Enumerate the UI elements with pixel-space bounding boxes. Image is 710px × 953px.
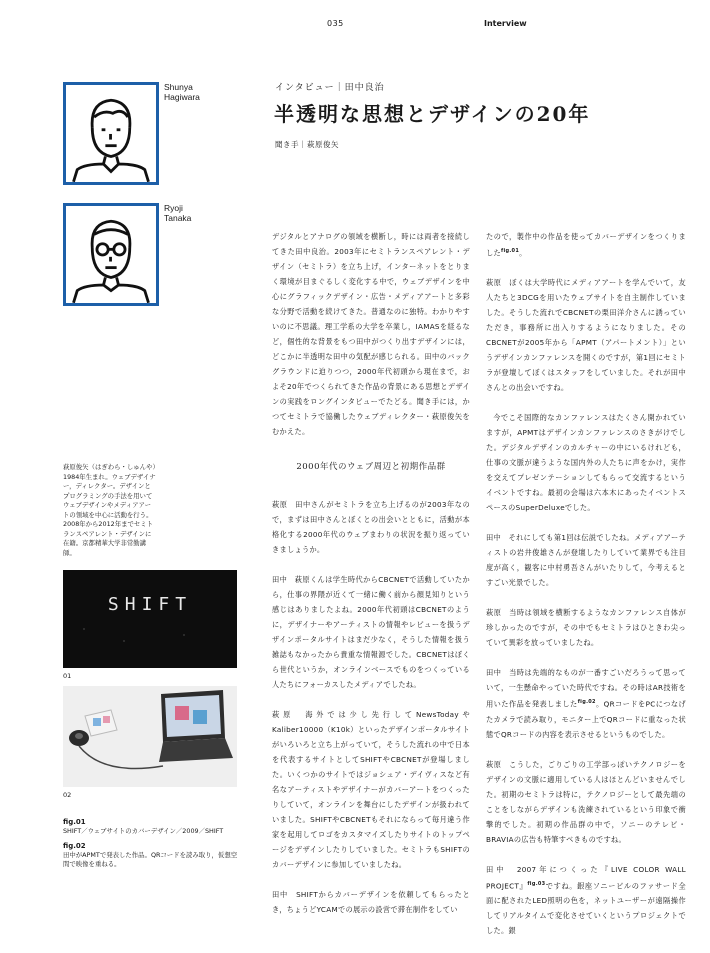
- portrait-hagiwara: [63, 82, 159, 185]
- body-paragraph: 萩原 田中さんがセミトラを立ち上げるのが2003年なので，まずは田中さんとぼくとの出会いとともに，活動が本格化する2000年代のウェブまわりの状況を振り返っていきましょうか。: [272, 500, 470, 554]
- body-paragraph: 今でこそ国際的なカンファレンスはたくさん開かれていますが，APMTはデザインカンファレンスのさきがけでした。デジタルデザインのカルチャーの中にいるけれども，仕事の文脈が違うような国内外の人たちに声をかけ，実作を交えてプレゼンテーションしてもらって交流するというイベントですね。最初の会場は六本木にあったイベントスペースのSuperDeluxeでした。: [486, 413, 686, 513]
- tanaka-pixel-illustration: [66, 206, 156, 303]
- fig-ref: fig.01: [500, 248, 520, 254]
- body-paragraph: 田中 それにしても第1回は伝説でしたね。メディアアーティストの岩井俊雄さんが登壇したりしていて業界でも注目度が高く，観客に中村勇吾さんがいたりして，今考えるとすごい光景でした。: [486, 533, 686, 588]
- body-paragraph: 田中 当時は先端的なものが一番すごいだろうって思っていて，一生懸命やっていた時代ですね。その時はAR技術を用いた作品を発表しました$^{fig.02}$。QRコードをPCにつなげたカメラで読み取り，モニター上でQRコードに重なった状態でQRコードの内容を表示させるというものでした。: [486, 668, 686, 739]
- interviewer-bio: 萩原俊矢（はぎわら・しゅんや）1984年生まれ。ウェブデザイナー，ディレクター。デザインとプログラミングの手法を用いてウェブデザインやメディアアートの領域を中心に活動を行う。2008年から2012年までセミトランスペアレント・デザインに在籍。京都精華大学非常勤講師。: [63, 463, 156, 557]
- caption-02: fig.02 田中がAPMTで発表した作品。QRコードを読み取り，仮想空間で映像を重ねる。: [63, 842, 238, 868]
- body-paragraph: 田中 SHIFTからカバーデザインを依頼してもらったとき，ちょうどYCAMでの展示の設営で滞在制作をしてい: [272, 890, 470, 914]
- body-paragraph: 萩原 当時は領域を横断するようなカンファレンス自体が珍しかったのですが，その中でもセミトラはひときわ尖っていて異彩を放っていましたね。: [486, 608, 686, 648]
- portrait-tanaka: [63, 203, 159, 306]
- portrait-name-hagiwara: Shunya Hagiwara: [164, 82, 200, 102]
- shift-cover-image: [63, 570, 237, 668]
- figure-captions: [63, 818, 243, 875]
- article-column-2: [486, 229, 686, 953]
- shift-cover-photo: [63, 570, 237, 668]
- page-number: 035: [327, 19, 344, 28]
- body-paragraph: 萩原 こうした，ごりごりの工学部っぽいテクノロジーをデザインの文脈に適用している人はほとんどいませんでした。初期のセミトラは特に，テクノロジーとして最先端のことをしながらデザインも洗練されているという印象で衝撃的でした。初期の作品群の中で，ソニーのテレビ・BRAVIAの広告も特筆すべきものですね。: [486, 759, 686, 844]
- body-paragraph: たので，製作中の作品を使ってカバーデザインをつくりました$^{fig.01}$。: [486, 232, 686, 258]
- article-kicker: インタビュー｜田中良治: [275, 83, 385, 93]
- article-title: 半透明な思想とデザインの20年: [274, 102, 591, 126]
- body-paragraph: 萩原 ぼくは大学時代にメディアアートを学んでいて，友人たちと3DCGを用いたウェブサイトを自主制作していました。そうした流れでCBCNETの栗田洋介さんに誘っていただき，事務所に出入りするようになりました。そのCBCNETが2005年から「APMT（アパートメント）」というデザインカンファレンスを開くのですが，第1回にセミトラが登壇してぼくはスタッフをしていました。それが田中さんとの出会いですね。: [486, 278, 686, 393]
- apmt-laptop-image: [63, 686, 237, 787]
- fig-ref: fig.03: [527, 880, 546, 887]
- photo-label-01: 01: [63, 672, 72, 680]
- section-heading: 2000年代のウェブ周辺と初期作品群: [296, 462, 446, 472]
- interviewer-credit: 聞き手｜萩原俊矢: [275, 140, 339, 149]
- section-label: Interview: [484, 19, 527, 28]
- apmt-work-photo: [63, 686, 237, 787]
- body-paragraph: 田中 萩原くんは学生時代からCBCNETで活動していたから，仕事の界隈が近くて一緒に働く前から顔見知りという感じはありましたよね。2000年代初頭はCBCNETのように，デザイナーやアーティストの情報やレビューを扱うデザインポータルサイトはまだ少なく，そうした情報を扱う雑誌もなかったから貴重な情報源でした。CBCNETはぼくら世代というか，オンラインベースでものをつくっている人たちにフォーカスしたメディアでしたね。: [272, 575, 470, 689]
- article-column-1: [272, 229, 470, 932]
- photo-label-02: 02: [63, 791, 72, 799]
- fig-ref: fig.02: [577, 699, 596, 706]
- hagiwara-pixel-illustration: [66, 85, 156, 182]
- body-paragraph: 田中 2007年につくった『LIVE COLOR WALL PROJECT』$^{fig.03}$ですね。銀座ソニービルのファサード全面に配されたLED照明の色を，ネットユーザーが遠隔操作してリアルタイムで変化させていくというプロジェクトでした。銀: [486, 864, 686, 936]
- lead-paragraph: デジタルとアナログの領域を横断し，時には両者を接続してきた田中良治。2003年にセミトランスペアレント・デザイン（セミトラ）を立ち上げ，インターネットをとりまく環境が目まぐるしく変化する中で，ウェブデザインを中心にグラフィックデザイン・広告・メディアアートと多彩な分野で活動を続けてきた。普通なのに独特。わかりやすいのに不思議。理工学系の大学を卒業し，IAMASを経るなど，個性的な背景をもつ田中がつくり出すデザインには，どこかに半透明な田中の気配が感じられる。田中のバックグラウンドに迫りつつ，2000年代初頭から現在まで，およそ20年でつくられてきた作品の背景にある思想とデザインの実践をロングインタビューでたどる。聞き手には，かつてセミトラで協働したウェブディレクター・萩原俊矢をむかえた。: [272, 232, 470, 436]
- portrait-name-tanaka: Ryoji Tanaka: [164, 203, 192, 223]
- body-paragraph: 萩原 海外では少し先行してNewsTodayやKaliber10000（K10k）といったデザインポータルサイトがいろいろと立ち上がっていて，そうした流れの中で日本を代表するサイトとしてSHIFTやCBCNETが登場しました。いくつかのサイトではジョシュア・デイヴィスなど有名なアーティストやデザイナーがカバーアートをつくったりしていて，オンラインを舞台にしたデザインが扱われていました。SHIFTやCBCNETもそれにならって毎月違う作家を起用してロゴをカスタマイズしたりサイトのトップページをデザインしたりしていました。セミトラもSHIFTのカバーデザインに参加していましたね。: [272, 710, 470, 869]
- caption-01: fig.01 SHIFT／ウェブサイトのカバーデザイン／2009／SHIFT: [63, 818, 224, 835]
- shift-logo-text: SHIFT: [107, 594, 193, 615]
